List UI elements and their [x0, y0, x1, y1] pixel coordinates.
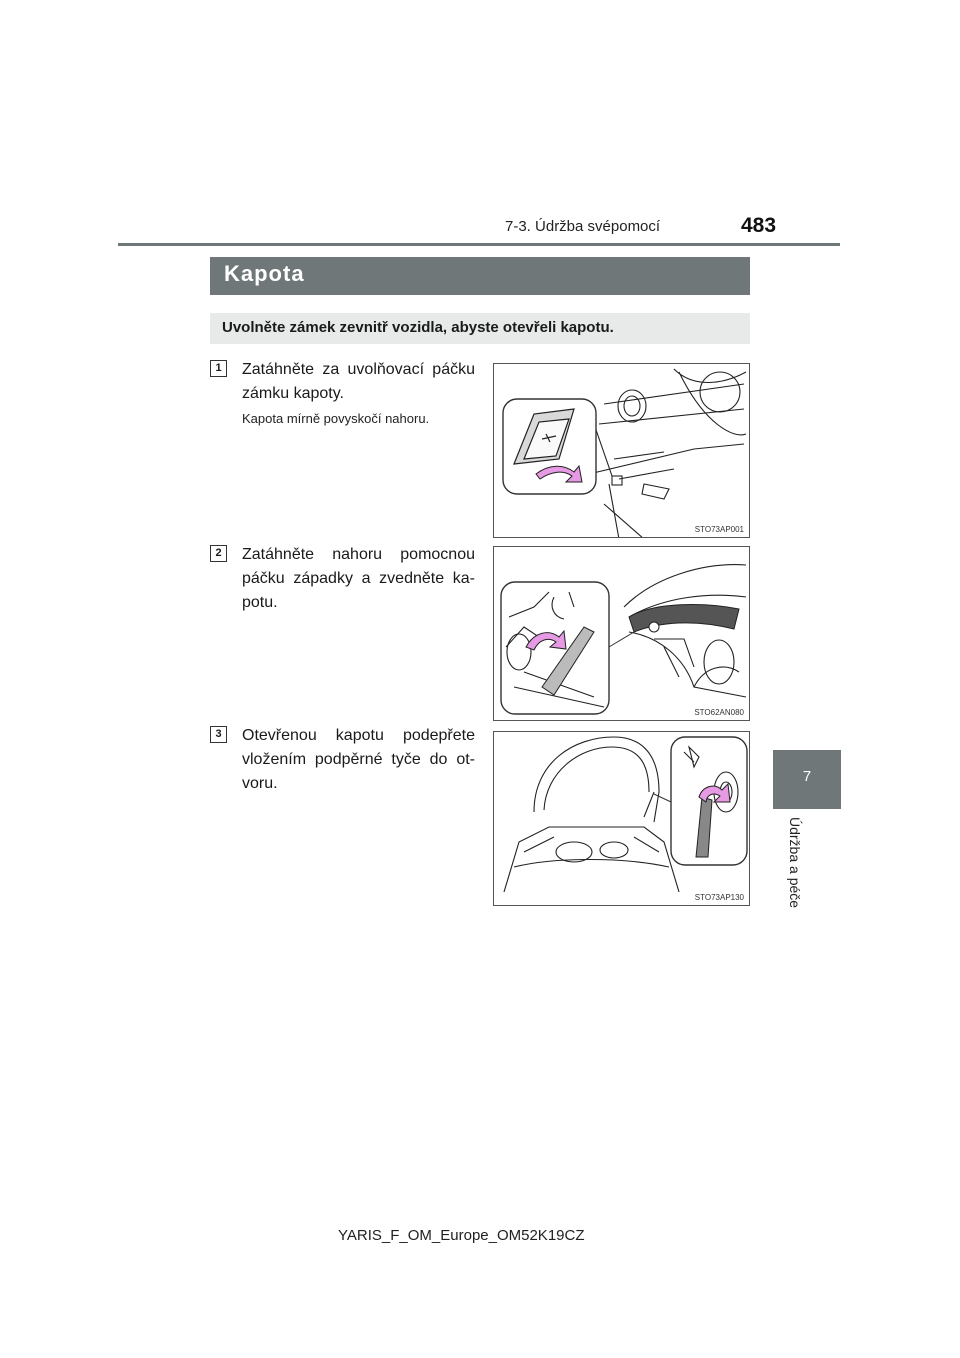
figure-code: STO73AP130 [694, 893, 744, 902]
figure-hood-support-rod [493, 731, 750, 906]
step-1-note: Kapota mírně povyskočí nahoru. [242, 411, 430, 426]
header-section-title: 7-3. Údržba svépomocí [505, 218, 661, 235]
step-1-text: Zatáhněte za uvolňovací páčku zámku kapoty. [242, 361, 475, 402]
step-number-3: 3 [210, 726, 227, 743]
section-title: Kapota [224, 261, 305, 286]
chapter-tab-number: 7 [802, 768, 812, 785]
figure-hood-release-lever [493, 363, 750, 538]
support-rod-illustration [494, 732, 750, 906]
figure-code: STO62AN080 [694, 708, 744, 717]
step-number-2: 2 [210, 545, 227, 562]
page-number: 483 [741, 214, 777, 237]
hood-release-illustration [494, 364, 750, 538]
header-divider [118, 243, 840, 246]
step-number-1: 1 [210, 360, 227, 377]
footer-document-id: YARIS_F_OM_Europe_OM52K19CZ [338, 1227, 585, 1244]
auxiliary-latch-illustration [494, 547, 750, 721]
step-3-text: Otevřenou kapotu podepřete vložením podpěrné tyče do ot-voru. [242, 727, 475, 792]
step-2-text: Zatáhněte nahoru pomocnou páčku západky a zvedněte ka-potu. [242, 546, 475, 611]
figure-code: STO73AP001 [694, 525, 744, 534]
intro-text: Uvolněte zámek zevnitř vozidla, abyste otevřeli kapotu. [222, 319, 614, 336]
figure-hood-auxiliary-latch [493, 546, 750, 721]
chapter-tab-label: Údržba a péče [787, 817, 803, 909]
